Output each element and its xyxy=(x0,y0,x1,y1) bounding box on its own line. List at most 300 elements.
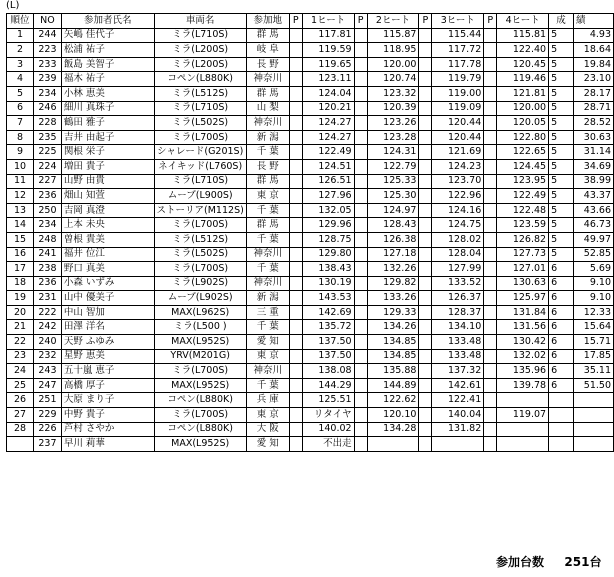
table-row xyxy=(7,422,614,437)
table-row xyxy=(7,72,614,87)
cell-p1 xyxy=(289,116,302,131)
cell-result-pts: 5 xyxy=(549,28,574,43)
cell-heat2: 132.26 xyxy=(367,262,419,277)
cell-heat2: 134.85 xyxy=(367,349,419,364)
cell-heat3: 120.44 xyxy=(432,116,484,131)
heat-label: (L) xyxy=(6,0,20,11)
cell-result-time: 38.99 xyxy=(573,174,613,189)
cell-result-pts: 5 xyxy=(549,43,574,58)
cell-result-pts: 5 xyxy=(549,145,574,160)
cell-heat2: 134.26 xyxy=(367,320,419,335)
cell-heat4: 130.63 xyxy=(497,276,549,291)
cell-result-time: 28.52 xyxy=(573,116,613,131)
cell-region: 東 京 xyxy=(246,408,289,423)
table-row xyxy=(7,189,614,204)
cell-p1 xyxy=(289,247,302,262)
cell-p2 xyxy=(354,364,367,379)
cell-vehicle: ストーリア(M112S) xyxy=(154,203,246,218)
cell-result-time: 9.10 xyxy=(573,291,613,306)
cell-p4 xyxy=(484,43,497,58)
cell-number: 223 xyxy=(33,43,61,58)
cell-region: 山 梨 xyxy=(246,101,289,116)
cell-region: 神奈川 xyxy=(246,116,289,131)
cell-rank: 26 xyxy=(7,393,34,408)
cell-heat3: 119.00 xyxy=(432,86,484,101)
cell-p2 xyxy=(354,43,367,58)
cell-p2 xyxy=(354,335,367,350)
cell-result-time: 17.85 xyxy=(573,349,613,364)
cell-driver: 高橋 厚子 xyxy=(61,378,154,393)
table-row xyxy=(7,86,614,101)
cell-heat3: 119.79 xyxy=(432,72,484,87)
cell-p4 xyxy=(484,422,497,437)
cell-heat2: 144.89 xyxy=(367,378,419,393)
cell-driver: 大原 まり子 xyxy=(61,393,154,408)
cell-heat2: 129.33 xyxy=(367,305,419,320)
cell-heat3: 128.02 xyxy=(432,232,484,247)
cell-number: 243 xyxy=(33,364,61,379)
cell-result-time: 28.71 xyxy=(573,101,613,116)
results-body xyxy=(7,28,614,451)
cell-p3 xyxy=(419,174,432,189)
cell-result-pts: 6 xyxy=(549,349,574,364)
cell-result-pts: 6 xyxy=(549,276,574,291)
cell-number: 237 xyxy=(33,437,61,452)
cell-p3 xyxy=(419,422,432,437)
cell-driver: 山野 由貴 xyxy=(61,174,154,189)
cell-number: 239 xyxy=(33,72,61,87)
cell-p3 xyxy=(419,72,432,87)
cell-p2 xyxy=(354,408,367,423)
cell-rank: 2 xyxy=(7,43,34,58)
col-vehicle-header: 車両名 xyxy=(154,14,246,29)
cell-heat4: 122.40 xyxy=(497,43,549,58)
cell-rank: 23 xyxy=(7,349,34,364)
cell-heat2 xyxy=(367,437,419,452)
cell-driver: 五十嵐 恵子 xyxy=(61,364,154,379)
cell-region: 千 葉 xyxy=(246,145,289,160)
cell-result-pts xyxy=(549,408,574,423)
cell-rank: 15 xyxy=(7,232,34,247)
cell-p1 xyxy=(289,57,302,72)
cell-heat1: 122.49 xyxy=(302,145,354,160)
cell-heat1: 124.27 xyxy=(302,116,354,131)
cell-heat2: 122.79 xyxy=(367,159,419,174)
cell-heat2: 126.38 xyxy=(367,232,419,247)
cell-vehicle: ミラ(L502S) xyxy=(154,116,246,131)
cell-result-time: 34.69 xyxy=(573,159,613,174)
cell-region: 新 潟 xyxy=(246,130,289,145)
cell-result-pts: 5 xyxy=(549,101,574,116)
cell-heat1: 144.29 xyxy=(302,378,354,393)
cell-heat3: 140.04 xyxy=(432,408,484,423)
entry-count xyxy=(496,553,601,570)
cell-heat3: 120.44 xyxy=(432,130,484,145)
cell-p1 xyxy=(289,145,302,160)
cell-result-pts: 5 xyxy=(549,189,574,204)
cell-heat3: 122.41 xyxy=(432,393,484,408)
cell-p2 xyxy=(354,57,367,72)
cell-driver: 上本 未央 xyxy=(61,218,154,233)
cell-p1 xyxy=(289,232,302,247)
table-row xyxy=(7,364,614,379)
table-row xyxy=(7,145,614,160)
cell-p1 xyxy=(289,408,302,423)
table-row xyxy=(7,393,614,408)
cell-heat4: 122.49 xyxy=(497,189,549,204)
cell-result-pts: 6 xyxy=(549,335,574,350)
cell-result-pts: 6 xyxy=(549,320,574,335)
cell-p3 xyxy=(419,101,432,116)
cell-heat2: 124.97 xyxy=(367,203,419,218)
cell-p1 xyxy=(289,393,302,408)
col-p3-header: P xyxy=(419,14,432,29)
cell-vehicle: ミラ(L710S) xyxy=(154,174,246,189)
cell-vehicle: ミラ(L700S) xyxy=(154,364,246,379)
cell-heat1: 124.27 xyxy=(302,130,354,145)
cell-p2 xyxy=(354,28,367,43)
cell-driver: 福井 位江 xyxy=(61,247,154,262)
cell-heat1: 124.51 xyxy=(302,159,354,174)
cell-driver: 中野 貴子 xyxy=(61,408,154,423)
col-heat4-header: 4ヒート xyxy=(497,14,549,29)
cell-vehicle: ミラ(L700S) xyxy=(154,218,246,233)
cell-region: 群 馬 xyxy=(246,218,289,233)
table-row xyxy=(7,408,614,423)
cell-p1 xyxy=(289,305,302,320)
cell-driver: 小森 いずみ xyxy=(61,276,154,291)
cell-region: 岐 阜 xyxy=(246,43,289,58)
cell-vehicle: MAX(L952S) xyxy=(154,437,246,452)
cell-p4 xyxy=(484,335,497,350)
col-heat1-header: 1ヒート xyxy=(302,14,354,29)
table-row xyxy=(7,174,614,189)
cell-heat4: 121.81 xyxy=(497,86,549,101)
cell-p4 xyxy=(484,174,497,189)
table-row xyxy=(7,320,614,335)
cell-heat2: 134.85 xyxy=(367,335,419,350)
cell-heat3: 127.99 xyxy=(432,262,484,277)
table-row xyxy=(7,159,614,174)
cell-heat3: 122.96 xyxy=(432,189,484,204)
cell-rank: 11 xyxy=(7,174,34,189)
cell-result-pts: 5 xyxy=(549,174,574,189)
cell-region: 三 重 xyxy=(246,305,289,320)
cell-p3 xyxy=(419,203,432,218)
cell-driver: 小林 恵美 xyxy=(61,86,154,101)
cell-number: 229 xyxy=(33,408,61,423)
cell-result-time: 19.84 xyxy=(573,57,613,72)
cell-rank: 20 xyxy=(7,305,34,320)
cell-number: 235 xyxy=(33,130,61,145)
cell-heat2: 127.18 xyxy=(367,247,419,262)
cell-p3 xyxy=(419,57,432,72)
cell-number: 225 xyxy=(33,145,61,160)
cell-heat4: 115.81 xyxy=(497,28,549,43)
cell-driver: 増田 貴子 xyxy=(61,159,154,174)
cell-heat2: 133.26 xyxy=(367,291,419,306)
cell-result-pts: 6 xyxy=(549,291,574,306)
cell-result-pts: 5 xyxy=(549,159,574,174)
cell-p3 xyxy=(419,232,432,247)
cell-p3 xyxy=(419,145,432,160)
cell-result-time xyxy=(573,422,613,437)
cell-region: 新 潟 xyxy=(246,291,289,306)
table-row xyxy=(7,203,614,218)
cell-p4 xyxy=(484,72,497,87)
cell-vehicle: シャレード(G201S) xyxy=(154,145,246,160)
cell-result-time xyxy=(573,408,613,423)
cell-heat2: 134.28 xyxy=(367,422,419,437)
cell-p1 xyxy=(289,320,302,335)
cell-p2 xyxy=(354,437,367,452)
entry-count-value: 251台 xyxy=(564,555,602,569)
cell-p3 xyxy=(419,189,432,204)
col-heat3-header: 3ヒート xyxy=(432,14,484,29)
cell-vehicle: ミラ(L200S) xyxy=(154,43,246,58)
cell-number: 246 xyxy=(33,101,61,116)
cell-rank: 27 xyxy=(7,408,34,423)
cell-heat4: 120.00 xyxy=(497,101,549,116)
cell-p3 xyxy=(419,364,432,379)
table-row xyxy=(7,130,614,145)
cell-vehicle: ミラ(L700S) xyxy=(154,130,246,145)
cell-heat4: 131.56 xyxy=(497,320,549,335)
cell-heat4: 126.82 xyxy=(497,232,549,247)
cell-heat4: 123.95 xyxy=(497,174,549,189)
cell-result-time: 30.63 xyxy=(573,130,613,145)
cell-region: 大 阪 xyxy=(246,422,289,437)
cell-number: 242 xyxy=(33,320,61,335)
cell-rank: 9 xyxy=(7,145,34,160)
cell-p4 xyxy=(484,320,497,335)
cell-result-time: 31.14 xyxy=(573,145,613,160)
cell-p4 xyxy=(484,393,497,408)
cell-vehicle: ミラ(L902S) xyxy=(154,276,246,291)
cell-number: 222 xyxy=(33,305,61,320)
cell-result-time: 51.50 xyxy=(573,378,613,393)
cell-heat1: 137.50 xyxy=(302,349,354,364)
col-result-header-a: 成 xyxy=(549,14,574,29)
cell-p2 xyxy=(354,262,367,277)
cell-number: 231 xyxy=(33,291,61,306)
cell-p4 xyxy=(484,349,497,364)
cell-vehicle: ミラ(L512S) xyxy=(154,86,246,101)
table-row xyxy=(7,116,614,131)
cell-rank: 8 xyxy=(7,130,34,145)
cell-heat4: 119.46 xyxy=(497,72,549,87)
cell-result-pts: 5 xyxy=(549,232,574,247)
cell-driver: 畑山 知萱 xyxy=(61,189,154,204)
cell-driver: 飯島 美智子 xyxy=(61,57,154,72)
cell-driver: 吉岡 真澄 xyxy=(61,203,154,218)
cell-number: 247 xyxy=(33,378,61,393)
cell-result-time: 52.85 xyxy=(573,247,613,262)
cell-heat1: 117.81 xyxy=(302,28,354,43)
cell-result-pts xyxy=(549,422,574,437)
cell-p2 xyxy=(354,378,367,393)
cell-heat2: 122.62 xyxy=(367,393,419,408)
col-region-header: 参加地 xyxy=(246,14,289,29)
cell-result-time: 35.11 xyxy=(573,364,613,379)
cell-vehicle: ネイキッド(L760S) xyxy=(154,159,246,174)
cell-region: 愛 知 xyxy=(246,437,289,452)
cell-p4 xyxy=(484,130,497,145)
cell-p2 xyxy=(354,349,367,364)
cell-driver: 曽根 貴美 xyxy=(61,232,154,247)
cell-p3 xyxy=(419,159,432,174)
cell-driver: 細川 真珠子 xyxy=(61,101,154,116)
cell-driver: 田澤 洋名 xyxy=(61,320,154,335)
entry-count-label: 参加台数 xyxy=(496,555,545,569)
cell-vehicle: MAX(L962S) xyxy=(154,305,246,320)
cell-vehicle: ミラ(L502S) xyxy=(154,247,246,262)
cell-p1 xyxy=(289,43,302,58)
cell-p4 xyxy=(484,145,497,160)
cell-vehicle: コペン(L880K) xyxy=(154,72,246,87)
cell-heat1: 142.69 xyxy=(302,305,354,320)
cell-heat4: 122.48 xyxy=(497,203,549,218)
cell-vehicle: ミラ(L500 ) xyxy=(154,320,246,335)
cell-number: 227 xyxy=(33,174,61,189)
cell-p1 xyxy=(289,130,302,145)
cell-p2 xyxy=(354,320,367,335)
cell-result-pts: 5 xyxy=(549,247,574,262)
cell-p2 xyxy=(354,116,367,131)
cell-heat3: 115.44 xyxy=(432,28,484,43)
cell-heat3: 134.10 xyxy=(432,320,484,335)
cell-heat2: 123.28 xyxy=(367,130,419,145)
cell-heat2: 123.26 xyxy=(367,116,419,131)
cell-result-pts: 6 xyxy=(549,305,574,320)
cell-rank: 7 xyxy=(7,116,34,131)
cell-vehicle: コペン(L880K) xyxy=(154,422,246,437)
cell-rank: 28 xyxy=(7,422,34,437)
cell-vehicle: ムーブ(L900S) xyxy=(154,189,246,204)
cell-heat3: 121.69 xyxy=(432,145,484,160)
table-row xyxy=(7,218,614,233)
cell-result-time: 9.10 xyxy=(573,276,613,291)
cell-result-time xyxy=(573,393,613,408)
cell-rank: 21 xyxy=(7,320,34,335)
cell-rank: 13 xyxy=(7,203,34,218)
cell-p2 xyxy=(354,393,367,408)
cell-p4 xyxy=(484,203,497,218)
cell-heat3: 119.09 xyxy=(432,101,484,116)
cell-heat2: 125.30 xyxy=(367,189,419,204)
cell-p2 xyxy=(354,232,367,247)
cell-heat4: 132.02 xyxy=(497,349,549,364)
cell-driver: 中山 智加 xyxy=(61,305,154,320)
cell-p3 xyxy=(419,378,432,393)
cell-driver: 松浦 祐子 xyxy=(61,43,154,58)
cell-vehicle: ミラ(L710S) xyxy=(154,101,246,116)
cell-heat4: 120.05 xyxy=(497,116,549,131)
cell-result-time: 43.66 xyxy=(573,203,613,218)
table-row xyxy=(7,378,614,393)
table-row xyxy=(7,276,614,291)
cell-region: 千 葉 xyxy=(246,262,289,277)
cell-rank: 4 xyxy=(7,72,34,87)
cell-p3 xyxy=(419,262,432,277)
cell-p3 xyxy=(419,305,432,320)
cell-p3 xyxy=(419,276,432,291)
cell-heat2: 135.88 xyxy=(367,364,419,379)
cell-p4 xyxy=(484,276,497,291)
cell-heat3: 133.52 xyxy=(432,276,484,291)
cell-number: 236 xyxy=(33,276,61,291)
cell-result-pts xyxy=(549,393,574,408)
table-row xyxy=(7,28,614,43)
col-rank-header: 順位 xyxy=(7,14,34,29)
cell-region: 神奈川 xyxy=(246,276,289,291)
cell-heat1: 123.11 xyxy=(302,72,354,87)
cell-rank: 24 xyxy=(7,364,34,379)
cell-region: 群 馬 xyxy=(246,86,289,101)
cell-heat4: 122.65 xyxy=(497,145,549,160)
cell-p4 xyxy=(484,159,497,174)
cell-p4 xyxy=(484,101,497,116)
table-row xyxy=(7,101,614,116)
cell-rank: 12 xyxy=(7,189,34,204)
cell-number: 240 xyxy=(33,335,61,350)
cell-rank: 17 xyxy=(7,262,34,277)
cell-heat1: 138.08 xyxy=(302,364,354,379)
cell-p4 xyxy=(484,86,497,101)
cell-number: 228 xyxy=(33,116,61,131)
cell-heat2: 120.39 xyxy=(367,101,419,116)
cell-result-pts: 6 xyxy=(549,378,574,393)
cell-region: 長 野 xyxy=(246,57,289,72)
cell-heat2: 118.95 xyxy=(367,43,419,58)
cell-rank: 19 xyxy=(7,291,34,306)
cell-p2 xyxy=(354,86,367,101)
cell-p4 xyxy=(484,189,497,204)
cell-result-time: 18.64 xyxy=(573,43,613,58)
cell-heat4: 127.01 xyxy=(497,262,549,277)
cell-vehicle: ミラ(L700S) xyxy=(154,408,246,423)
cell-p1 xyxy=(289,378,302,393)
cell-result-pts xyxy=(549,437,574,452)
cell-result-pts: 6 xyxy=(549,364,574,379)
cell-heat4: 130.42 xyxy=(497,335,549,350)
cell-heat3: 133.48 xyxy=(432,335,484,350)
cell-result-time: 5.69 xyxy=(573,262,613,277)
cell-heat4: 127.73 xyxy=(497,247,549,262)
cell-heat3: 117.72 xyxy=(432,43,484,58)
cell-number: 241 xyxy=(33,247,61,262)
cell-heat3: 137.32 xyxy=(432,364,484,379)
cell-result-time: 4.93 xyxy=(573,28,613,43)
cell-region: 群 馬 xyxy=(246,174,289,189)
cell-number: 234 xyxy=(33,218,61,233)
cell-rank: 25 xyxy=(7,378,34,393)
table-row xyxy=(7,305,614,320)
cell-region: 長 野 xyxy=(246,159,289,174)
cell-driver: 関根 栄子 xyxy=(61,145,154,160)
cell-driver: 矢嶋 佳代子 xyxy=(61,28,154,43)
cell-region: 千 葉 xyxy=(246,232,289,247)
cell-p4 xyxy=(484,57,497,72)
cell-p4 xyxy=(484,408,497,423)
cell-p2 xyxy=(354,291,367,306)
cell-region: 東 京 xyxy=(246,349,289,364)
col-driver-header: 参加者氏名 xyxy=(61,14,154,29)
cell-vehicle: MAX(L952S) xyxy=(154,335,246,350)
cell-p4 xyxy=(484,232,497,247)
cell-vehicle: ミラ(L710S) xyxy=(154,28,246,43)
cell-heat3: 142.61 xyxy=(432,378,484,393)
